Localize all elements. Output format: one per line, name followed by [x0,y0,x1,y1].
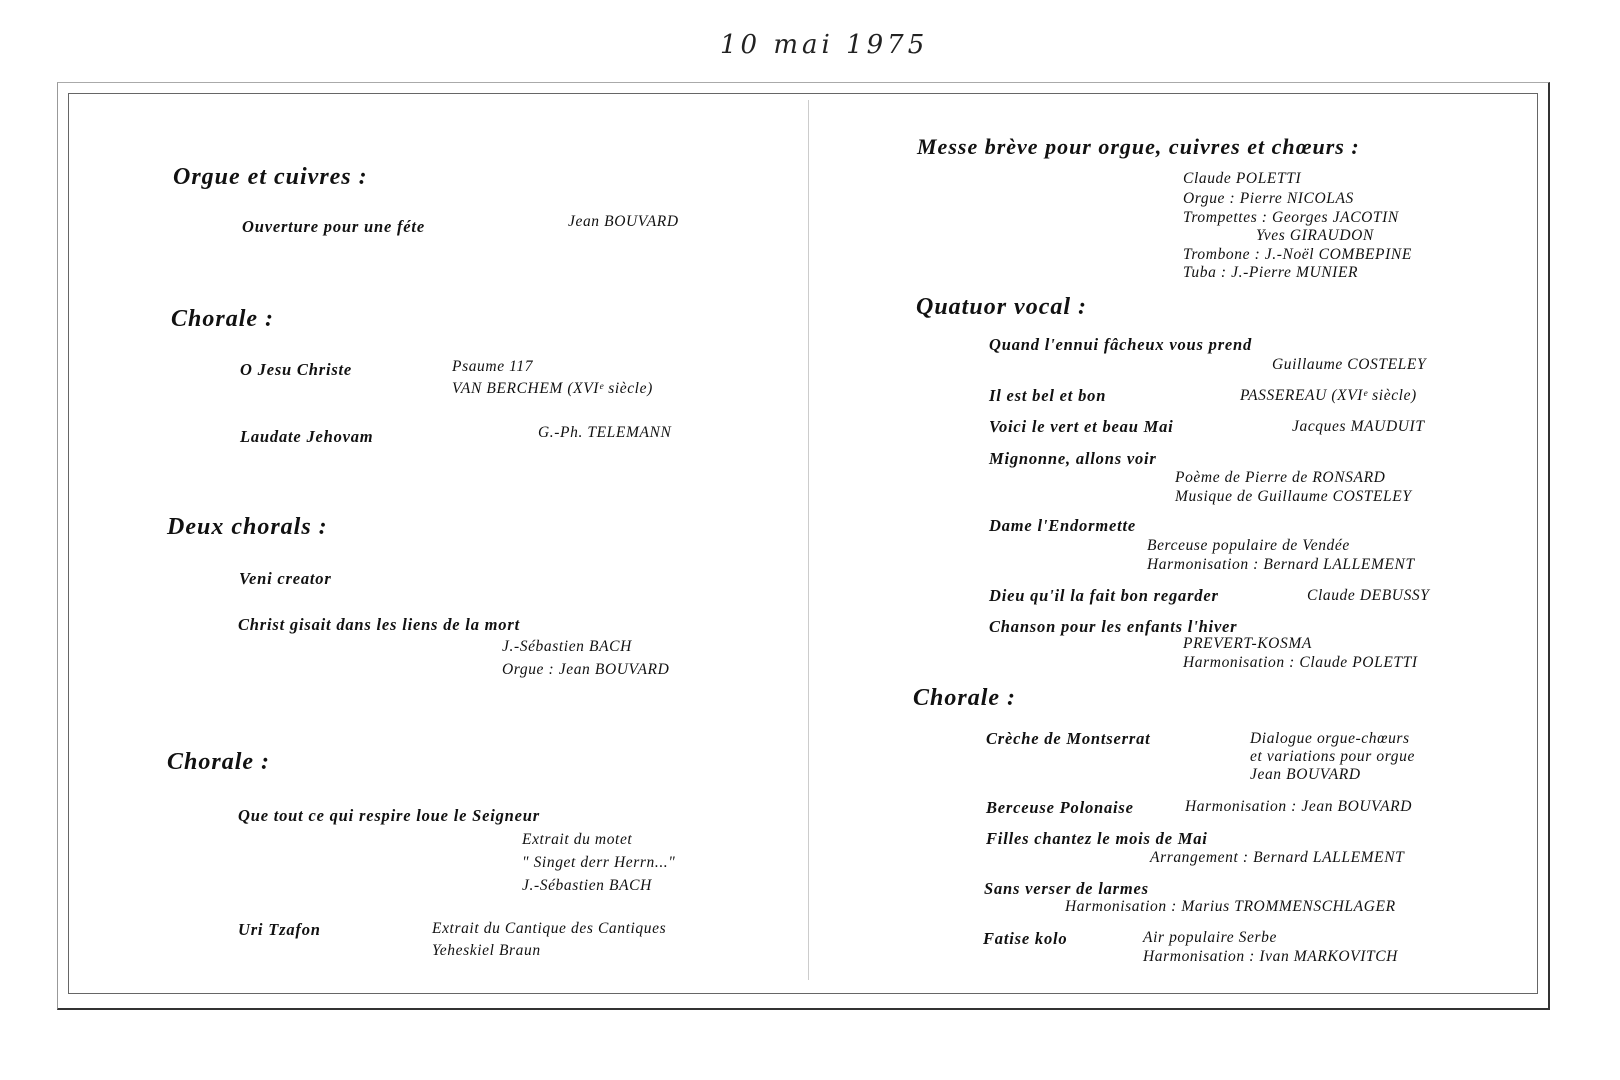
piece-credit: J.-Sébastien BACH [522,877,652,894]
piece-title: Chanson pour les enfants l'hiver [989,617,1238,636]
piece-title: Filles chantez le mois de Mai [986,829,1208,848]
piece-credit: Jean BOUVARD [568,213,679,230]
piece-title: Il est bel et bon [989,386,1107,405]
page-fold [808,100,809,980]
piece-credit: Air populaire Serbe [1143,929,1277,946]
section-heading: Chorale : [913,685,1017,711]
piece-title: Fatise kolo [983,929,1068,948]
piece-credit: Musique de Guillaume COSTELEY [1175,488,1412,505]
piece-credit: Jacques MAUDUIT [1292,418,1425,435]
piece-credit: Yves GIRAUDON [1256,227,1374,244]
section-heading: Orgue et cuivres : [173,164,368,190]
section-heading: Deux chorals : [167,514,328,540]
piece-credit: Poème de Pierre de RONSARD [1175,469,1386,486]
piece-title: Dame l'Endormette [989,516,1136,535]
piece-title: Que tout ce qui respire loue le Seigneur [238,806,540,825]
piece-credit: Harmonisation : Bernard LALLEMENT [1147,556,1415,573]
section-heading: Quatuor vocal : [916,294,1087,320]
piece-credit: J.-Sébastien BACH [502,638,632,655]
piece-credit: Guillaume COSTELEY [1272,356,1427,373]
piece-credit: Arrangement : Bernard LALLEMENT [1150,849,1405,866]
piece-credit: Extrait du motet [522,831,633,848]
piece-title: Mignonne, allons voir [989,449,1157,468]
piece-credit: Yeheskiel Braun [432,942,541,959]
piece-credit: Harmonisation : Ivan MARKOVITCH [1143,948,1398,965]
piece-credit: Claude POLETTI [1183,170,1302,187]
piece-title: Berceuse Polonaise [986,798,1134,817]
piece-credit: Harmonisation : Jean BOUVARD [1185,798,1413,815]
piece-credit: PREVERT-KOSMA [1183,635,1312,652]
piece-credit: Harmonisation : Marius TROMMENSCHLAGER [1065,898,1396,915]
piece-credit: Jean BOUVARD [1250,766,1361,783]
piece-title: Laudate Jehovam [240,427,374,446]
piece-credit: VAN BERCHEM (XVIᵉ siècle) [452,380,653,397]
piece-credit: Dialogue orgue-chœurs [1250,730,1410,747]
piece-title: Christ gisait dans les liens de la mort [238,615,520,634]
piece-credit: Orgue : Jean BOUVARD [502,661,670,678]
section-heading: Messe brève pour orgue, cuivres et chœurs : [917,134,1360,159]
piece-credit: Psaume 117 [452,358,534,375]
piece-credit: Trombone : J.-Noël COMBEPINE [1183,246,1412,263]
piece-credit: Claude DEBUSSY [1307,587,1430,604]
piece-credit: Orgue : Pierre NICOLAS [1183,190,1354,207]
piece-credit: Trompettes : Georges JACOTIN [1183,209,1399,226]
piece-credit: Extrait du Cantique des Cantiques [432,920,667,937]
piece-title: Voici le vert et beau Mai [989,417,1174,436]
piece-credit: " Singet derr Herrn..." [522,854,676,871]
piece-credit: G.-Ph. TELEMANN [538,424,672,441]
piece-title: Crèche de Montserrat [986,729,1151,748]
handwritten-date: 10 mai 1975 [720,30,929,60]
section-heading: Chorale : [167,749,271,775]
piece-title: Uri Tzafon [238,920,321,939]
section-heading: Chorale : [171,306,275,332]
piece-credit: PASSEREAU (XVIᵉ siècle) [1240,387,1417,404]
piece-credit: Berceuse populaire de Vendée [1147,537,1350,554]
piece-title: Sans verser de larmes [984,879,1149,898]
piece-title: O Jesu Christe [240,360,353,379]
piece-title: Quand l'ennui fâcheux vous prend [989,335,1253,354]
piece-credit: Tuba : J.-Pierre MUNIER [1183,264,1359,281]
piece-title: Dieu qu'il la fait bon regarder [989,586,1219,605]
piece-title: Veni creator [239,569,332,588]
piece-credit: Harmonisation : Claude POLETTI [1183,654,1418,671]
piece-title: Ouverture pour une féte [242,217,425,236]
piece-credit: et variations pour orgue [1250,748,1415,765]
